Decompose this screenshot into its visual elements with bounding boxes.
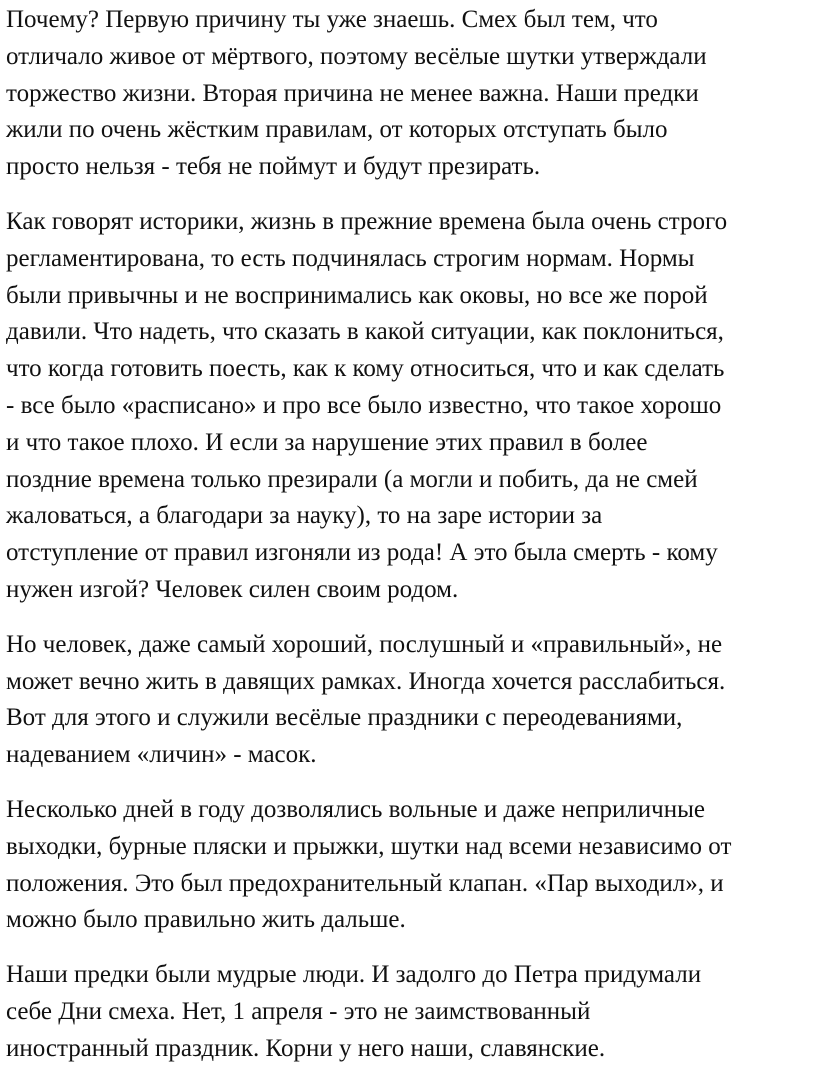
text-line: Наши предки были мудрые люди. И задолго до Петра придумали bbox=[6, 961, 702, 989]
text-line: отличало живое от мёртвого, поэтому весёлые шутки утверждали bbox=[6, 42, 707, 70]
text-line: поздние времена только презирали (а могли и побить, да не смей bbox=[6, 465, 698, 493]
text-line: Почему? Первую причину ты уже знаешь. Смех был тем, что bbox=[6, 6, 658, 33]
text-line: что когда готовить поесть, как к кому относиться, что и как сделать bbox=[6, 355, 725, 383]
text-line: давили. Что надеть, что сказать в какой ситуации, как поклониться, bbox=[6, 318, 724, 346]
text-line: иностранный праздник. Корни у него наши, славянские. bbox=[6, 1034, 606, 1062]
text-line: Как говорят историки, жизнь в прежние времена была очень строго bbox=[6, 207, 728, 235]
text-line: регламентирована, то есть подчинялась строгим нормам. Нормы bbox=[6, 244, 695, 272]
text-line: торжество жизни. Вторая причина не менее важна. Наши предки bbox=[6, 79, 699, 107]
text-line: жаловаться, а благодари за науку), то на заре истории за bbox=[6, 502, 603, 530]
text-line: - все было «расписано» и про все было известно, что такое хорошо bbox=[6, 391, 722, 419]
text-line: можно было правильно жить дальше. bbox=[6, 906, 406, 934]
text-line: положения. Это был предохранительный клапан. «Пар выходил», и bbox=[6, 869, 724, 897]
text-line: надеванием «личин» - масок. bbox=[6, 741, 317, 769]
text-line: отступление от правил изгоняли из рода! А это была смерть - кому bbox=[6, 539, 718, 567]
paragraph-3 bbox=[6, 627, 810, 774]
text-line: и что такое плохо. И если за нарушение этих правил в более bbox=[6, 428, 648, 456]
text-line: выходки, бурные пляски и прыжки, шутки над всеми независимо от bbox=[6, 832, 732, 860]
text-line: Несколько дней в году дозволялись вольные и даже неприличные bbox=[6, 795, 706, 823]
text-line: Вот для этого и служили весёлые праздники с переодеваниями, bbox=[6, 704, 683, 732]
text-line: просто нельзя - тебя не поймут и будут презирать. bbox=[6, 153, 541, 181]
text-line: может вечно жить в давящих рамках. Иногда хочется расслабиться. bbox=[6, 667, 726, 695]
text-line: себе Дни смеха. Нет, 1 апреля - это не заимствованный bbox=[6, 997, 591, 1025]
paragraph-5 bbox=[6, 957, 810, 1067]
text-line: Но человек, даже самый хороший, послушный и «правильный», не bbox=[6, 630, 723, 658]
text-line: жили по очень жёстким правилам, от которых отступать было bbox=[6, 116, 668, 144]
paragraph-1 bbox=[6, 2, 810, 186]
text-line: были привычны и не воспринимались как оковы, но все же порой bbox=[6, 281, 708, 309]
text-line: нужен изгой? Человек силен своим родом. bbox=[6, 575, 459, 603]
paragraph-4 bbox=[6, 792, 810, 939]
paragraph-2 bbox=[6, 204, 810, 609]
